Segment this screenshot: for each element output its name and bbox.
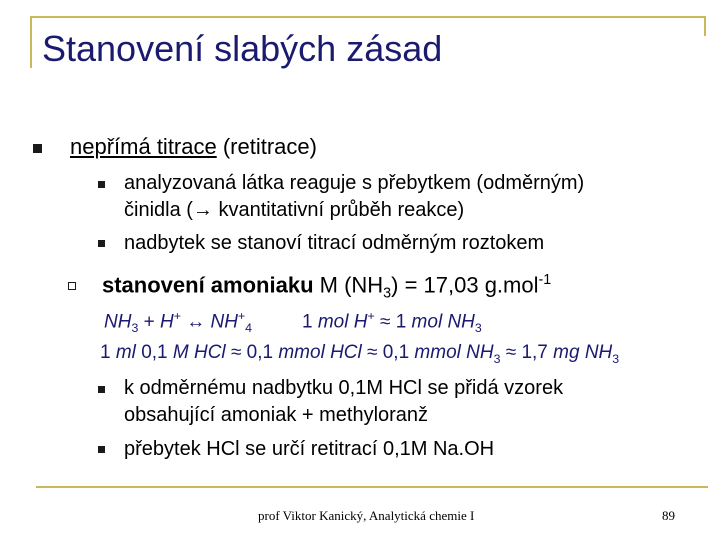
sub-item-add-sample-line1: k odměrnému nadbytku 0,1M HCl se přidá vzorek	[124, 377, 564, 399]
bullet-square-icon	[98, 181, 105, 188]
page-number: 89	[662, 508, 675, 523]
right-border	[704, 16, 706, 36]
top-border	[30, 16, 705, 18]
indirect-titration-rest: (retitrace)	[216, 134, 317, 159]
sub-item-analyte-line2: činidla (→ kvantitativní průběh reakce)	[124, 199, 465, 221]
item-indirect-titration	[70, 134, 317, 160]
ammonia-determination-bold: stanovení amoniaku	[102, 272, 314, 298]
equation-reaction: $NH_3 + H^+$ ↔ $NH^+_4$	[104, 309, 253, 336]
bullet-hollow-square-icon	[68, 282, 76, 290]
sub-item-add-sample-line2: obsahující amoniak + methyloranž	[124, 404, 429, 426]
sub-item-analyte-line1: analyzovaná látka reaguje s přebytkem (odměrným)	[124, 172, 585, 194]
bullet-square-icon	[98, 240, 105, 247]
left-border	[30, 16, 32, 68]
bullet-square-icon	[33, 144, 42, 153]
indirect-titration-underlined: nepřímá titrace	[70, 134, 217, 159]
footer-divider	[36, 486, 708, 488]
equation-equivalence: 1 ml 0,1 M HCl ≈ 0,1 mmol HCl ≈ 0,1 mmol $NH_3 \approx 1,7$ mg $NH_3$	[100, 342, 620, 366]
sub-item-back-titration: přebytek HCl se určí retitrací 0,1M Na.OH	[124, 438, 495, 460]
footer-author: prof Viktor Kanický, Analytická chemie I	[258, 508, 475, 523]
bullet-square-icon	[98, 446, 105, 453]
slide-title: Stanovení slabých zásad	[42, 28, 443, 69]
equation-mole-ratio: 1 mol H+ ≈ 1 mol $NH_3$	[302, 309, 482, 336]
item-ammonia-determination: stanovení amoniaku M $(NH_3) = 17,03$ g.mol$^{-1}$	[102, 272, 552, 302]
bullet-square-icon	[98, 386, 105, 393]
sub-item-excess: nadbytek se stanoví titrací odměrným roztokem	[124, 232, 545, 254]
